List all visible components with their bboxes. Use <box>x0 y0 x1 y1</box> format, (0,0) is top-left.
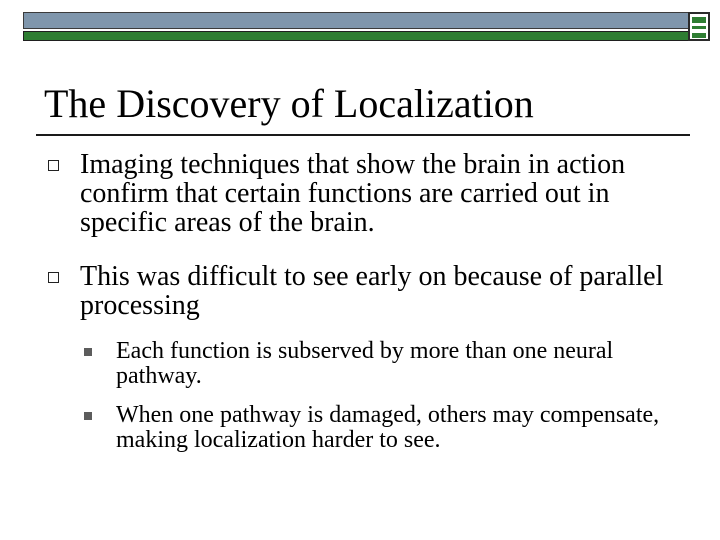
filled-square-bullet-icon <box>84 348 92 356</box>
bullet-text: This was difficult to see early on because of parallel processing <box>80 261 664 321</box>
filled-square-bullet-icon <box>84 412 92 420</box>
slide-title: The Discovery of Localization <box>44 81 534 126</box>
sub-bullet-text: When one pathway is damaged, others may compensate, making localization harder to see. <box>116 402 660 453</box>
hollow-square-bullet-icon <box>48 272 59 283</box>
bullet-text: Imaging techniques that show the brain in action confirm that certain functions are carried out in specific areas of the brain. <box>80 149 626 238</box>
sub-bullet-text: Each function is subserved by more than one neural pathway. <box>116 338 614 389</box>
hollow-square-bullet-icon <box>48 160 59 171</box>
